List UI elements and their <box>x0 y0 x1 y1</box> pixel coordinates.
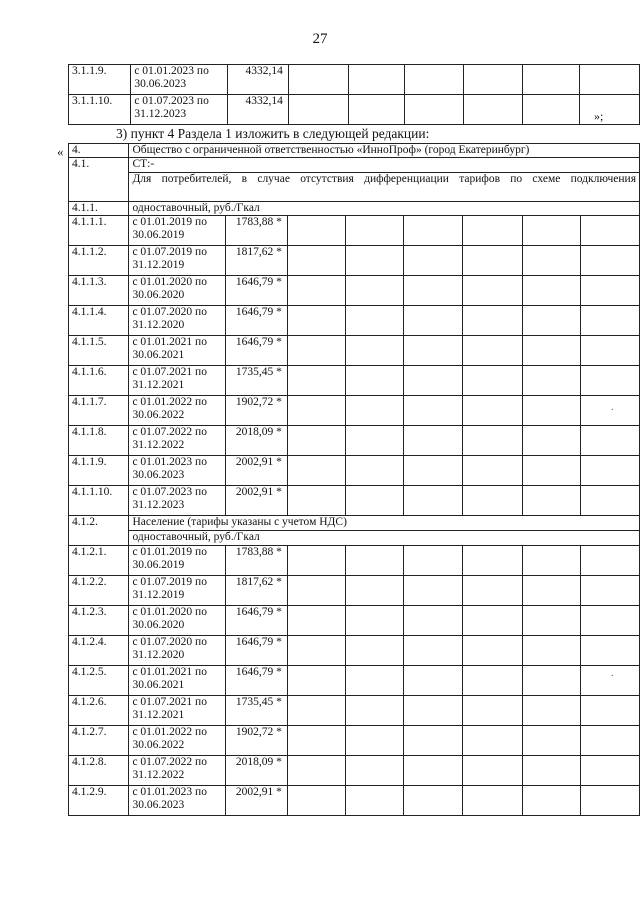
empty-cell <box>580 246 639 276</box>
empty-cell <box>580 666 639 696</box>
row-period <box>129 666 226 696</box>
empty-cell <box>287 216 345 246</box>
empty-cell <box>580 366 639 396</box>
row-code: 4.1.2.5. <box>69 666 129 696</box>
empty-cell <box>463 546 522 576</box>
row-period <box>129 546 226 576</box>
empty-cell <box>346 246 404 276</box>
sub-411-row <box>69 202 640 216</box>
empty-cell <box>522 726 580 756</box>
empty-cell <box>404 786 463 816</box>
period-start: с 01.01.2019 по <box>132 216 207 228</box>
empty-cell <box>405 65 464 95</box>
period-start: с 01.07.2020 по <box>132 306 207 318</box>
row-period <box>129 336 226 366</box>
empty-cell <box>346 276 404 306</box>
empty-cell <box>346 636 404 666</box>
empty-cell <box>404 696 463 726</box>
empty-cell <box>287 756 345 786</box>
empty-cell <box>522 426 580 456</box>
empty-cell <box>580 696 639 726</box>
table-row <box>69 276 640 306</box>
section-412-sub-row <box>69 531 640 546</box>
empty-cell <box>463 456 522 486</box>
period-end: 31.12.2020 <box>132 649 185 661</box>
empty-cell <box>580 486 639 516</box>
period-end: 30.06.2020 <box>132 289 185 301</box>
table-row <box>69 366 640 396</box>
row-period <box>129 636 226 666</box>
row-code: 4.1.1.8. <box>69 426 129 456</box>
empty-cell <box>404 486 463 516</box>
empty-cell <box>522 396 580 426</box>
empty-cell <box>404 756 463 786</box>
empty-cell <box>404 636 463 666</box>
empty-cell <box>580 726 639 756</box>
org-code: 4. <box>69 144 129 158</box>
empty-cell <box>522 756 580 786</box>
table-row <box>69 396 640 426</box>
empty-cell <box>404 366 463 396</box>
row-period <box>129 216 226 246</box>
table-row <box>69 666 640 696</box>
row-value: 1646,79 * <box>226 306 288 336</box>
empty-cell <box>346 366 404 396</box>
empty-cell <box>580 95 640 125</box>
empty-cell <box>463 95 522 125</box>
org-row <box>69 144 640 158</box>
table-row <box>69 216 640 246</box>
empty-cell <box>580 396 639 426</box>
empty-cell <box>580 306 639 336</box>
period-start: с 01.07.2019 по <box>132 246 207 258</box>
period-end: 31.12.2019 <box>132 259 185 271</box>
empty-cell <box>287 486 345 516</box>
period-end: 31.12.2022 <box>132 769 185 781</box>
row-code: 4.1.2.3. <box>69 606 129 636</box>
row-period <box>129 486 226 516</box>
empty-cell <box>346 576 404 606</box>
empty-cell <box>404 726 463 756</box>
empty-cell <box>404 336 463 366</box>
period-end: 30.06.2021 <box>132 349 185 361</box>
empty-cell <box>404 666 463 696</box>
row-code: 4.1.2.8. <box>69 756 129 786</box>
section-41-code: 4.1. <box>69 158 129 202</box>
row-period <box>129 786 226 816</box>
section-41-label: СТ:- <box>129 158 640 173</box>
empty-cell <box>346 486 404 516</box>
row-period <box>129 456 226 486</box>
amendment-instruction: 3) пункт 4 Раздела 1 изложить в следующей редакции: <box>116 126 430 141</box>
period-start: с 01.01.2023 по <box>134 65 209 77</box>
table-row <box>69 65 640 95</box>
empty-cell <box>463 246 522 276</box>
empty-cell <box>522 336 580 366</box>
row-period <box>129 756 226 786</box>
table-row <box>69 726 640 756</box>
row-value: 1817,62 * <box>226 246 288 276</box>
empty-cell <box>522 246 580 276</box>
row-period <box>129 366 226 396</box>
empty-cell <box>580 216 639 246</box>
empty-cell <box>463 366 522 396</box>
row-value: 4332,14 <box>227 95 288 125</box>
row-period <box>129 396 226 426</box>
empty-cell <box>346 696 404 726</box>
row-period <box>129 576 226 606</box>
empty-cell <box>287 246 345 276</box>
empty-cell <box>287 696 345 726</box>
row-code: 4.1.1.10. <box>69 486 129 516</box>
empty-cell <box>346 546 404 576</box>
section-412-code: 4.1.2. <box>69 516 129 546</box>
closing-quote-mark: »; <box>594 109 604 123</box>
row-code: 4.1.1.3. <box>69 276 129 306</box>
empty-cell <box>580 786 639 816</box>
empty-cell <box>287 426 345 456</box>
empty-cell <box>580 456 639 486</box>
table-row <box>69 426 640 456</box>
section-412-sub-label: одноставочный, руб./Гкал <box>129 531 640 546</box>
empty-cell <box>463 306 522 336</box>
empty-cell <box>346 456 404 486</box>
scan-artifact: . <box>611 402 614 413</box>
empty-cell <box>522 666 580 696</box>
empty-cell <box>404 396 463 426</box>
row-value: 1646,79 * <box>226 666 288 696</box>
period-start: с 01.01.2022 по <box>132 726 207 738</box>
tariff-table <box>68 143 640 816</box>
empty-cell <box>287 396 345 426</box>
period-end: 30.06.2023 <box>134 78 187 90</box>
empty-cell <box>348 95 405 125</box>
section-41-row <box>69 158 640 173</box>
empty-cell <box>346 756 404 786</box>
row-period <box>129 726 226 756</box>
period-start: с 01.01.2023 по <box>132 786 207 798</box>
period-end: 30.06.2022 <box>132 409 185 421</box>
empty-cell <box>463 426 522 456</box>
empty-cell <box>580 336 639 366</box>
row-code: 4.1.2.6. <box>69 696 129 726</box>
empty-cell <box>522 546 580 576</box>
empty-cell <box>288 95 348 125</box>
empty-cell <box>522 636 580 666</box>
row-value: 2018,09 * <box>226 426 288 456</box>
empty-cell <box>404 246 463 276</box>
empty-cell <box>346 216 404 246</box>
empty-cell <box>346 786 404 816</box>
period-start: с 01.07.2022 по <box>132 756 207 768</box>
empty-cell <box>404 276 463 306</box>
empty-cell <box>287 666 345 696</box>
period-start: с 01.01.2021 по <box>132 666 207 678</box>
row-code: 4.1.2.9. <box>69 786 129 816</box>
empty-cell <box>463 65 522 95</box>
empty-cell <box>522 696 580 726</box>
empty-cell <box>463 636 522 666</box>
row-period <box>129 606 226 636</box>
table-row <box>69 336 640 366</box>
row-code: 4.1.1.1. <box>69 216 129 246</box>
empty-cell <box>522 456 580 486</box>
row-code: 4.1.2.4. <box>69 636 129 666</box>
row-code: 4.1.1.4. <box>69 306 129 336</box>
period-end: 30.06.2021 <box>132 679 185 691</box>
period-end: 30.06.2023 <box>132 799 185 811</box>
row-value: 1817,62 * <box>226 576 288 606</box>
row-value: 1646,79 * <box>226 606 288 636</box>
row-value: 2002,91 * <box>226 456 288 486</box>
row-code: 4.1.2.2. <box>69 576 129 606</box>
empty-cell <box>522 486 580 516</box>
table-row <box>69 606 640 636</box>
row-code: 3.1.1.9. <box>69 65 131 95</box>
empty-cell <box>580 276 639 306</box>
empty-cell <box>346 396 404 426</box>
empty-cell <box>287 606 345 636</box>
period-end: 31.12.2023 <box>134 108 187 120</box>
empty-cell <box>580 606 639 636</box>
period-start: с 01.01.2019 по <box>132 546 207 558</box>
row-value: 1783,88 * <box>226 216 288 246</box>
table-row <box>69 456 640 486</box>
table-row <box>69 546 640 576</box>
period-end: 30.06.2020 <box>132 619 185 631</box>
period-end: 31.12.2022 <box>132 439 185 451</box>
empty-cell <box>287 366 345 396</box>
empty-cell <box>287 336 345 366</box>
period-end: 31.12.2019 <box>132 589 185 601</box>
period-start: с 01.07.2023 по <box>132 486 207 498</box>
table-row <box>69 696 640 726</box>
empty-cell <box>287 546 345 576</box>
period-start: с 01.01.2020 по <box>132 606 207 618</box>
empty-cell <box>522 786 580 816</box>
row-value: 1646,79 * <box>226 336 288 366</box>
period-end: 30.06.2019 <box>132 559 185 571</box>
empty-cell <box>287 276 345 306</box>
table-row <box>69 756 640 786</box>
empty-cell <box>463 216 522 246</box>
empty-cell <box>404 546 463 576</box>
sub-411-code: 4.1.1. <box>69 202 129 216</box>
period-start: с 01.01.2020 по <box>132 276 207 288</box>
period-start: с 01.07.2021 по <box>132 366 207 378</box>
empty-cell <box>463 486 522 516</box>
table-row <box>69 95 640 125</box>
empty-cell <box>404 216 463 246</box>
empty-cell <box>287 636 345 666</box>
period-start: с 01.07.2021 по <box>132 696 207 708</box>
row-value: 1735,45 * <box>226 696 288 726</box>
row-period <box>131 65 227 95</box>
period-end: 30.06.2023 <box>132 469 185 481</box>
empty-cell <box>463 336 522 366</box>
row-value: 4332,14 <box>227 65 288 95</box>
empty-cell <box>404 426 463 456</box>
period-end: 30.06.2022 <box>132 739 185 751</box>
row-value: 1735,45 * <box>226 366 288 396</box>
empty-cell <box>287 306 345 336</box>
period-end: 31.12.2021 <box>132 709 185 721</box>
period-start: с 01.07.2019 по <box>132 576 207 588</box>
period-start: с 01.07.2023 по <box>134 95 209 107</box>
row-code: 4.1.1.5. <box>69 336 129 366</box>
section-412-label: Население (тарифы указаны с учетом НДС) <box>129 516 640 531</box>
empty-cell <box>463 666 522 696</box>
period-end: 30.06.2019 <box>132 229 185 241</box>
row-value: 1902,72 * <box>226 726 288 756</box>
table-row <box>69 576 640 606</box>
empty-cell <box>287 726 345 756</box>
empty-cell <box>463 786 522 816</box>
row-code: 4.1.2.7. <box>69 726 129 756</box>
empty-cell <box>346 306 404 336</box>
row-period <box>129 426 226 456</box>
row-period <box>129 696 226 726</box>
empty-cell <box>348 65 405 95</box>
empty-cell <box>405 95 464 125</box>
empty-cell <box>522 576 580 606</box>
empty-cell <box>346 666 404 696</box>
empty-cell <box>404 606 463 636</box>
empty-cell <box>463 276 522 306</box>
empty-cell <box>463 696 522 726</box>
row-code: 4.1.2.1. <box>69 546 129 576</box>
period-start: с 01.07.2020 по <box>132 636 207 648</box>
empty-cell <box>404 306 463 336</box>
org-name: Общество с ограниченной ответственностью «ИнноПроф» (город Екатеринбург) <box>129 144 640 158</box>
empty-cell <box>287 576 345 606</box>
page-number: 27 <box>312 31 328 47</box>
table-row <box>69 486 640 516</box>
empty-cell <box>346 336 404 366</box>
row-value: 2002,91 * <box>226 786 288 816</box>
sub-411-label: одноставочный, руб./Гкал <box>129 202 640 216</box>
opening-quote-mark: « <box>57 144 64 159</box>
row-period <box>129 306 226 336</box>
row-value: 1646,79 * <box>226 636 288 666</box>
empty-cell <box>580 636 639 666</box>
empty-cell <box>287 786 345 816</box>
period-start: с 01.01.2022 по <box>132 396 207 408</box>
period-end: 31.12.2020 <box>132 319 185 331</box>
empty-cell <box>580 576 639 606</box>
empty-cell <box>463 396 522 426</box>
row-value: 2002,91 * <box>226 486 288 516</box>
row-code: 4.1.1.6. <box>69 366 129 396</box>
empty-cell <box>463 726 522 756</box>
row-value: 1902,72 * <box>226 396 288 426</box>
empty-cell <box>580 756 639 786</box>
empty-cell <box>346 606 404 636</box>
period-start: с 01.01.2021 по <box>132 336 207 348</box>
empty-cell <box>404 576 463 606</box>
period-end: 31.12.2023 <box>132 499 185 511</box>
period-end: 31.12.2021 <box>132 379 185 391</box>
empty-cell <box>404 456 463 486</box>
empty-cell <box>522 276 580 306</box>
row-code: 3.1.1.10. <box>69 95 131 125</box>
empty-cell <box>522 606 580 636</box>
row-value: 1783,88 * <box>226 546 288 576</box>
empty-cell <box>463 606 522 636</box>
period-start: с 01.07.2022 по <box>132 426 207 438</box>
row-code: 4.1.1.7. <box>69 396 129 426</box>
period-start: с 01.01.2023 по <box>132 456 207 468</box>
empty-cell <box>522 95 580 125</box>
section-412-row <box>69 516 640 531</box>
row-value: 2018,09 * <box>226 756 288 786</box>
row-period <box>129 246 226 276</box>
continued-tariff-table <box>68 64 640 125</box>
empty-cell <box>463 756 522 786</box>
empty-cell <box>522 306 580 336</box>
table-row <box>69 246 640 276</box>
empty-cell <box>287 456 345 486</box>
empty-cell <box>580 426 639 456</box>
row-period <box>129 276 226 306</box>
empty-cell <box>522 366 580 396</box>
section-41-note-row <box>69 173 640 202</box>
row-value: 1646,79 * <box>226 276 288 306</box>
empty-cell <box>346 426 404 456</box>
row-period <box>131 95 227 125</box>
table-row <box>69 636 640 666</box>
table-row <box>69 786 640 816</box>
empty-cell <box>580 65 640 95</box>
empty-cell <box>522 216 580 246</box>
section-41-note: Для потребителей, в случае отсутствия дифференциации тарифов по схеме подключения <box>129 173 640 202</box>
empty-cell <box>580 546 639 576</box>
empty-cell <box>346 726 404 756</box>
empty-cell <box>522 65 580 95</box>
table-row <box>69 306 640 336</box>
row-code: 4.1.1.9. <box>69 456 129 486</box>
empty-cell <box>463 576 522 606</box>
row-code: 4.1.1.2. <box>69 246 129 276</box>
empty-cell <box>288 65 348 95</box>
scan-artifact: . <box>611 668 614 679</box>
